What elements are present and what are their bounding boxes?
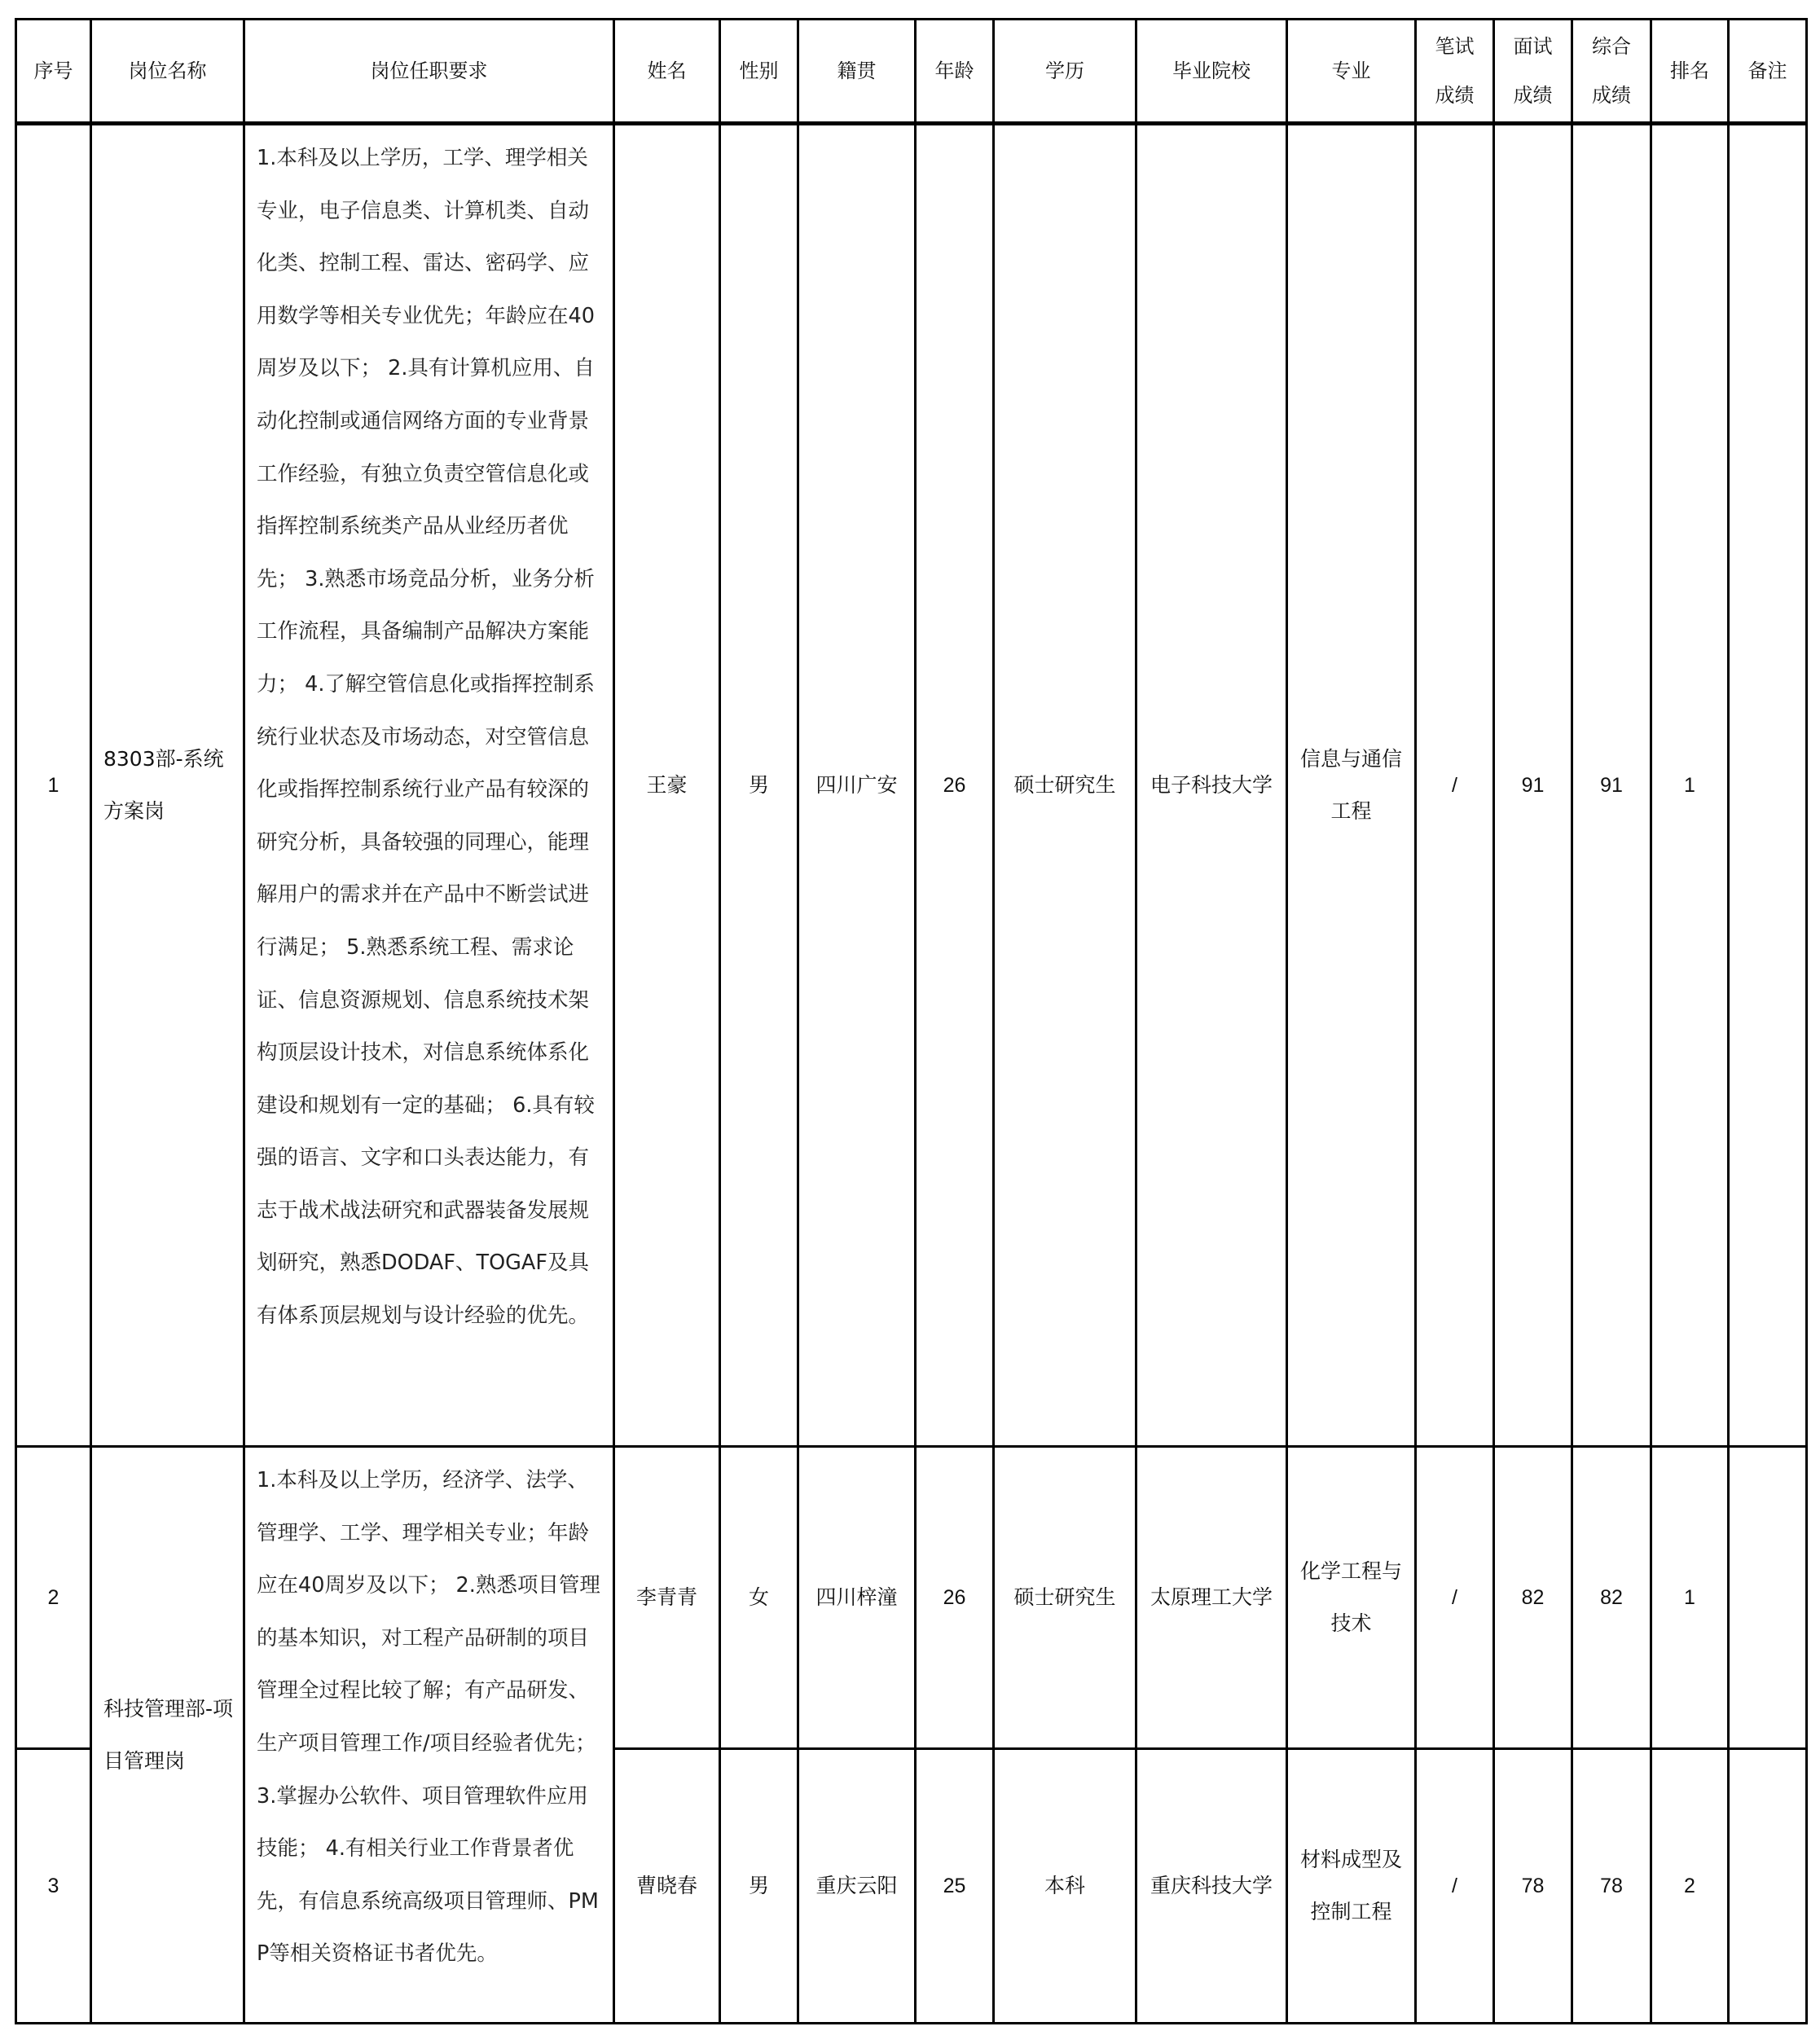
header-total-score: [1572, 20, 1651, 124]
header-rank: 排名: [1651, 20, 1729, 124]
header-post: 岗位名称: [91, 20, 244, 124]
cell-name: 曹晓春: [614, 1749, 720, 2024]
cell-total-score: 82: [1572, 1447, 1651, 1749]
header-major: 专业: [1287, 20, 1416, 124]
cell-hometown: 重庆云阳: [798, 1749, 916, 2024]
cell-major: 材料成型及控制工程: [1287, 1749, 1416, 2024]
table-row: [16, 1447, 1807, 1749]
header-interview-score: [1494, 20, 1572, 124]
header-age: 年龄: [916, 20, 994, 124]
header-remark: 备注: [1729, 20, 1807, 124]
cell-gender: 男: [720, 124, 798, 1447]
header-education: 学历: [994, 20, 1136, 124]
candidate-roster-table: [15, 18, 1808, 2024]
cell-rank: 1: [1651, 124, 1729, 1447]
cell-total-score: 91: [1572, 124, 1651, 1447]
cell-education: 硕士研究生: [994, 1447, 1136, 1749]
cell-interview-score: 82: [1494, 1447, 1572, 1749]
cell-gender: 男: [720, 1749, 798, 2024]
cell-age: 25: [916, 1749, 994, 2024]
cell-major: 信息与通信工程: [1287, 124, 1416, 1447]
cell-interview-score: 78: [1494, 1749, 1572, 2024]
cell-remark: [1729, 124, 1807, 1447]
cell-remark: [1729, 1447, 1807, 1749]
cell-requirements: 1.本科及以上学历，经济学、法学、管理学、工学、理学相关专业；年龄应在40周岁及以下； 2.熟悉项目管理的基本知识，对工程产品研制的项目管理全过程比较了解；有产品研发、生产项目管理工作/项目经验者优先； 3.掌握办公软件、项目管理软件应用技能； 4.有相关行业工作背景者优先，有信息系统高级项目管理师、PMP等相关资格证书者优先。: [244, 1447, 614, 2024]
cell-major: 化学工程与技术: [1287, 1447, 1416, 1749]
cell-interview-score: 91: [1494, 124, 1572, 1447]
cell-age: 26: [916, 1447, 994, 1749]
cell-school: 太原理工大学: [1136, 1447, 1287, 1749]
cell-remark: [1729, 1749, 1807, 2024]
cell-requirements: 1.本科及以上学历，工学、理学相关专业，电子信息类、计算机类、自动化类、控制工程、雷达、密码学、应用数学等相关专业优先；年龄应在40周岁及以下； 2.具有计算机应用、自动化控制或通信网络方面的专业背景工作经验，有独立负责空管信息化或指挥控制系统类产品从业经历者优先； 3.熟悉市场竞品分析，业务分析工作流程，具备编制产品解决方案能力； 4.了解空管信息化或指挥控制系统行业状态及市场动态，对空管信息化或指挥控制系统行业产品有较深的研究分析，具备较强的同理心，能理解用户的需求并在产品中不断尝试进行满足； 5.熟悉系统工程、需求论证、信息资源规划、信息系统技术架构顶层设计技术，对信息系统体系化建设和规划有一定的基础； 6.具有较强的语言、文字和口头表达能力，有志于战术战法研究和武器装备发展规划研究，熟悉DODAF、TOGAF及具有体系顶层规划与设计经验的优先。: [244, 124, 614, 1447]
header-line: 笔试: [1435, 35, 1475, 58]
header-line: 综合: [1592, 35, 1631, 58]
cell-education: 硕士研究生: [994, 124, 1136, 1447]
cell-seq: 2: [16, 1447, 91, 1749]
cell-seq: 3: [16, 1749, 91, 2024]
cell-rank: 1: [1651, 1447, 1729, 1749]
cell-school: 电子科技大学: [1136, 124, 1287, 1447]
header-name: 姓名: [614, 20, 720, 124]
header-line: 成绩: [1592, 84, 1631, 107]
cell-age: 26: [916, 124, 994, 1447]
cell-written-score: /: [1416, 124, 1494, 1447]
header-line: 面试: [1513, 35, 1553, 58]
cell-hometown: 四川梓潼: [798, 1447, 916, 1749]
cell-written-score: /: [1416, 1749, 1494, 2024]
cell-school: 重庆科技大学: [1136, 1749, 1287, 2024]
header-line: 成绩: [1435, 84, 1475, 107]
cell-hometown: 四川广安: [798, 124, 916, 1447]
header-gender: 性别: [720, 20, 798, 124]
header-seq: 序号: [16, 20, 91, 124]
cell-written-score: /: [1416, 1447, 1494, 1749]
table-row: [16, 124, 1807, 1447]
cell-total-score: 78: [1572, 1749, 1651, 2024]
cell-seq: 1: [16, 124, 91, 1447]
cell-post: 8303部-系统方案岗: [91, 124, 244, 1447]
header-school: 毕业院校: [1136, 20, 1287, 124]
cell-post: 科技管理部-项目管理岗: [91, 1447, 244, 2024]
cell-rank: 2: [1651, 1749, 1729, 2024]
cell-name: 李青青: [614, 1447, 720, 1749]
header-requirements: 岗位任职要求: [244, 20, 614, 124]
cell-education: 本科: [994, 1749, 1136, 2024]
header-line: 成绩: [1513, 84, 1553, 107]
header-written-score: [1416, 20, 1494, 124]
cell-gender: 女: [720, 1447, 798, 1749]
table-header: [16, 20, 1807, 124]
header-hometown: 籍贯: [798, 20, 916, 124]
cell-name: 王豪: [614, 124, 720, 1447]
